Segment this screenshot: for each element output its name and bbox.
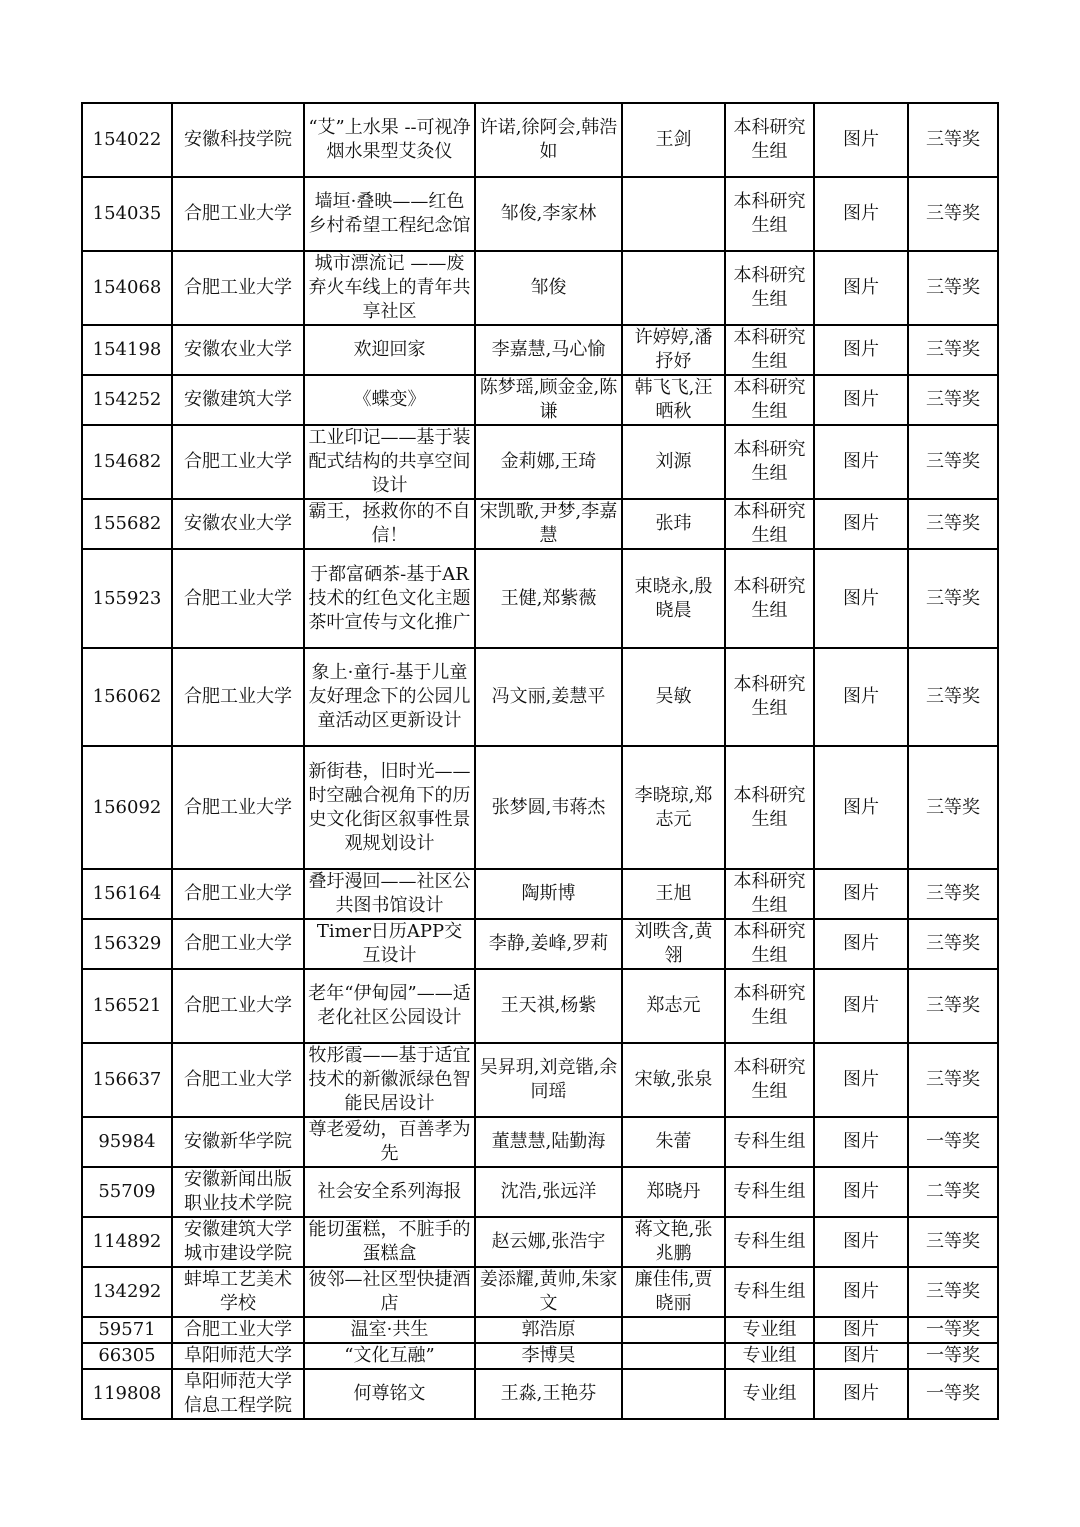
cell-award: 三等奖 [908,549,998,648]
cell-id: 154682 [82,425,172,499]
cell-advisor: 郑志元 [622,969,725,1043]
cell-id: 154198 [82,325,172,375]
cell-school: 合肥工业大学 [172,177,304,251]
cell-school: 蚌埠工艺美术学校 [172,1267,304,1317]
cell-award: 三等奖 [908,499,998,549]
cell-type: 图片 [814,1167,908,1217]
cell-type: 图片 [814,1317,908,1343]
cell-id: 154068 [82,251,172,325]
cell-advisor: 张玮 [622,499,725,549]
cell-advisor: 王旭 [622,869,725,919]
cell-title: 霸王，拯救你的不自信！ [304,499,475,549]
cell-type: 图片 [814,969,908,1043]
cell-type: 图片 [814,549,908,648]
cell-advisor: 王剑 [622,103,725,177]
cell-advisor: 许婷婷,潘抒妤 [622,325,725,375]
cell-type: 图片 [814,648,908,746]
cell-title: 能切蛋糕，不脏手的蛋糕盒 [304,1217,475,1267]
cell-group: 专科生组 [725,1117,814,1167]
cell-title: 温室·共生 [304,1317,475,1343]
cell-advisor: 韩飞飞,汪晒秋 [622,375,725,425]
cell-type: 图片 [814,325,908,375]
awards-table [81,102,999,1420]
cell-type: 图片 [814,1343,908,1369]
cell-authors: 赵云娜,张浩宇 [475,1217,622,1267]
cell-school: 安徽建筑大学 [172,375,304,425]
cell-group: 本科研究生组 [725,746,814,869]
cell-group: 本科研究生组 [725,869,814,919]
cell-award: 三等奖 [908,746,998,869]
cell-id: 59571 [82,1317,172,1343]
cell-award: 一等奖 [908,1343,998,1369]
cell-school: 合肥工业大学 [172,425,304,499]
table-row [82,325,998,375]
cell-school: 安徽科技学院 [172,103,304,177]
cell-id: 156062 [82,648,172,746]
cell-title: “艾”上水果 --可视净烟水果型艾灸仪 [304,103,475,177]
cell-award: 三等奖 [908,969,998,1043]
cell-group: 专业组 [725,1343,814,1369]
cell-title: 何尊铭文 [304,1369,475,1419]
table-row [82,919,998,969]
cell-group: 本科研究生组 [725,1043,814,1117]
cell-type: 图片 [814,919,908,969]
cell-id: 156329 [82,919,172,969]
table-row [82,969,998,1043]
table-row [82,1217,998,1267]
cell-school: 合肥工业大学 [172,746,304,869]
table-row [82,1167,998,1217]
cell-advisor [622,1369,725,1419]
cell-title: 老年“伊甸园”——适老化社区公园设计 [304,969,475,1043]
cell-group: 本科研究生组 [725,251,814,325]
cell-advisor: 蒋文艳,张兆鹏 [622,1217,725,1267]
cell-group: 本科研究生组 [725,325,814,375]
cell-advisor [622,177,725,251]
awards-table-body [82,103,998,1419]
cell-award: 三等奖 [908,103,998,177]
cell-title: 《蝶变》 [304,375,475,425]
cell-authors: 宋凯歌,尹梦,李嘉慧 [475,499,622,549]
cell-type: 图片 [814,251,908,325]
table-row [82,375,998,425]
cell-title: Timer日历APP交互设计 [304,919,475,969]
cell-award: 三等奖 [908,1217,998,1267]
cell-advisor: 廉佳伟,贾晓丽 [622,1267,725,1317]
cell-award: 三等奖 [908,648,998,746]
cell-title: “文化互融” [304,1343,475,1369]
cell-authors: 董慧慧,陆勤海 [475,1117,622,1167]
table-row [82,1343,998,1369]
cell-group: 本科研究生组 [725,549,814,648]
cell-authors: 郭浩原 [475,1317,622,1343]
cell-group: 专科生组 [725,1217,814,1267]
cell-title: 城市漂流记 ——废弃火车线上的青年共享社区 [304,251,475,325]
cell-school: 阜阳师范大学 [172,1343,304,1369]
cell-id: 119808 [82,1369,172,1419]
cell-award: 三等奖 [908,177,998,251]
cell-advisor [622,1343,725,1369]
cell-group: 本科研究生组 [725,919,814,969]
cell-authors: 沈浩,张远洋 [475,1167,622,1217]
cell-id: 155923 [82,549,172,648]
cell-type: 图片 [814,1267,908,1317]
cell-award: 三等奖 [908,251,998,325]
cell-title: 新街巷，旧时光——时空融合视角下的历史文化街区叙事性景观规划设计 [304,746,475,869]
cell-school: 合肥工业大学 [172,919,304,969]
cell-id: 156521 [82,969,172,1043]
cell-type: 图片 [814,425,908,499]
cell-advisor: 吴敏 [622,648,725,746]
cell-title: 社会安全系列海报 [304,1167,475,1217]
table-row [82,251,998,325]
cell-group: 专科生组 [725,1267,814,1317]
cell-school: 安徽农业大学 [172,325,304,375]
cell-authors: 李静,姜峰,罗莉 [475,919,622,969]
cell-advisor [622,1317,725,1343]
cell-id: 55709 [82,1167,172,1217]
table-row [82,177,998,251]
table-row [82,549,998,648]
cell-authors: 邹俊,李家林 [475,177,622,251]
cell-type: 图片 [814,103,908,177]
cell-authors: 王健,郑紫薇 [475,549,622,648]
cell-id: 66305 [82,1343,172,1369]
table-row [82,648,998,746]
cell-award: 三等奖 [908,1043,998,1117]
cell-type: 图片 [814,499,908,549]
cell-id: 114892 [82,1217,172,1267]
cell-advisor: 李晓琼,郑志元 [622,746,725,869]
cell-title: 叠圩漫回——社区公共图书馆设计 [304,869,475,919]
cell-award: 一等奖 [908,1369,998,1419]
cell-id: 134292 [82,1267,172,1317]
cell-school: 合肥工业大学 [172,869,304,919]
cell-school: 安徽新闻出版职业技术学院 [172,1167,304,1217]
table-row [82,1043,998,1117]
cell-school: 安徽建筑大学城市建设学院 [172,1217,304,1267]
cell-title: 墙垣·叠映——红色乡村希望工程纪念馆 [304,177,475,251]
cell-title: 尊老爱幼，百善孝为先 [304,1117,475,1167]
cell-type: 图片 [814,1369,908,1419]
cell-group: 本科研究生组 [725,648,814,746]
cell-type: 图片 [814,177,908,251]
cell-school: 合肥工业大学 [172,251,304,325]
table-row [82,869,998,919]
cell-school: 安徽新华学院 [172,1117,304,1167]
cell-group: 本科研究生组 [725,375,814,425]
cell-group: 专科生组 [725,1167,814,1217]
cell-advisor [622,251,725,325]
cell-title: 牧彤霞——基于适宜技术的新徽派绿色智能民居设计 [304,1043,475,1117]
cell-school: 合肥工业大学 [172,648,304,746]
cell-id: 154022 [82,103,172,177]
cell-group: 专业组 [725,1369,814,1419]
cell-id: 154035 [82,177,172,251]
cell-school: 阜阳师范大学信息工程学院 [172,1369,304,1419]
cell-title: 于都富硒茶-基于AR技术的红色文化主题茶叶宣传与文化推广 [304,549,475,648]
table-row [82,499,998,549]
cell-type: 图片 [814,1117,908,1167]
cell-authors: 冯文丽,姜慧平 [475,648,622,746]
cell-authors: 邹俊 [475,251,622,325]
cell-id: 156637 [82,1043,172,1117]
cell-id: 154252 [82,375,172,425]
cell-school: 合肥工业大学 [172,1317,304,1343]
cell-award: 三等奖 [908,869,998,919]
cell-authors: 姜添耀,黄帅,朱家文 [475,1267,622,1317]
cell-group: 本科研究生组 [725,177,814,251]
cell-authors: 金莉娜,王琦 [475,425,622,499]
table-row [82,1369,998,1419]
cell-authors: 王天祺,杨紫 [475,969,622,1043]
cell-title: 工业印记——基于装配式结构的共享空间设计 [304,425,475,499]
cell-award: 三等奖 [908,1267,998,1317]
table-row [82,103,998,177]
cell-award: 一等奖 [908,1317,998,1343]
cell-advisor: 刘源 [622,425,725,499]
cell-type: 图片 [814,1043,908,1117]
table-row [82,1267,998,1317]
cell-group: 本科研究生组 [725,425,814,499]
cell-title: 欢迎回家 [304,325,475,375]
table-row [82,1317,998,1343]
cell-school: 合肥工业大学 [172,1043,304,1117]
cell-authors: 许诺,徐阿会,韩浩如 [475,103,622,177]
cell-advisor: 束晓永,殷晓晨 [622,549,725,648]
cell-award: 三等奖 [908,375,998,425]
cell-authors: 王淼,王艳芬 [475,1369,622,1419]
cell-authors: 张梦圆,韦蒋杰 [475,746,622,869]
cell-authors: 李博昊 [475,1343,622,1369]
cell-school: 合肥工业大学 [172,969,304,1043]
cell-authors: 李嘉慧,马心愉 [475,325,622,375]
cell-group: 本科研究生组 [725,969,814,1043]
cell-award: 三等奖 [908,919,998,969]
cell-id: 156092 [82,746,172,869]
cell-type: 图片 [814,375,908,425]
cell-award: 一等奖 [908,1117,998,1167]
cell-advisor: 朱蕾 [622,1117,725,1167]
cell-authors: 吴昇玥,刘竞锴,余同瑶 [475,1043,622,1117]
cell-type: 图片 [814,746,908,869]
cell-advisor: 宋敏,张泉 [622,1043,725,1117]
cell-id: 155682 [82,499,172,549]
cell-authors: 陶斯博 [475,869,622,919]
cell-group: 专业组 [725,1317,814,1343]
cell-advisor: 郑晓丹 [622,1167,725,1217]
cell-type: 图片 [814,869,908,919]
cell-school: 合肥工业大学 [172,549,304,648]
cell-title: 象上·童行-基于儿童友好理念下的公园儿童活动区更新设计 [304,648,475,746]
cell-authors: 陈梦瑶,顾金金,陈谦 [475,375,622,425]
table-row [82,746,998,869]
cell-advisor: 刘昳含,黄翎 [622,919,725,969]
cell-award: 三等奖 [908,425,998,499]
cell-award: 二等奖 [908,1167,998,1217]
cell-school: 安徽农业大学 [172,499,304,549]
cell-id: 156164 [82,869,172,919]
cell-type: 图片 [814,1217,908,1267]
cell-title: 彼邻—社区型快捷酒店 [304,1267,475,1317]
table-row [82,425,998,499]
cell-award: 三等奖 [908,325,998,375]
cell-group: 本科研究生组 [725,103,814,177]
cell-id: 95984 [82,1117,172,1167]
table-row [82,1117,998,1167]
cell-group: 本科研究生组 [725,499,814,549]
